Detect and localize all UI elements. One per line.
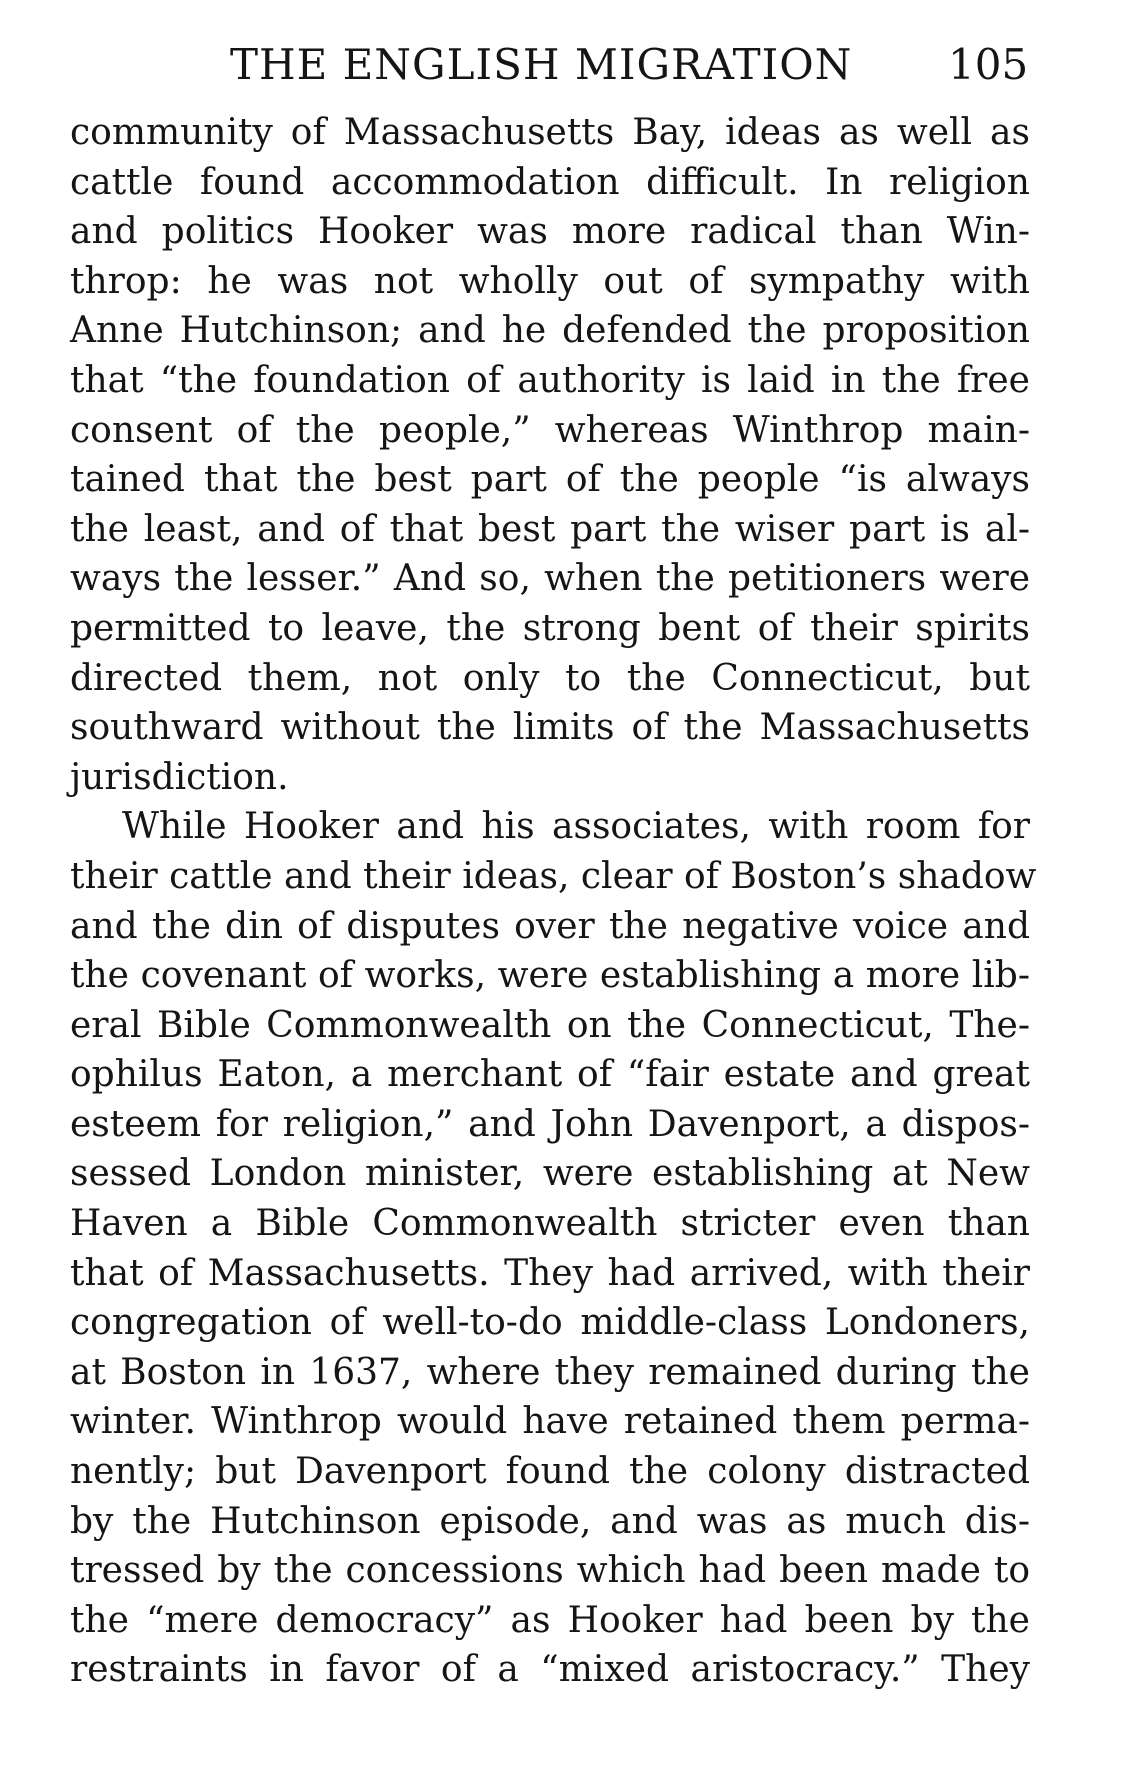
text-line: sessed London minister, were establishing at New — [70, 1153, 1030, 1195]
text-line: that of Massachusetts. They had arrived, with their — [70, 1252, 1030, 1294]
text-line: that “the foundation of authority is laid in the free — [70, 359, 1030, 401]
text-line: nently; but Davenport found the colony distracted — [70, 1451, 1030, 1493]
text-line: ways the lesser.” And so, when the petitioners were — [70, 558, 1030, 600]
text-line: ophilus Eaton, a merchant of “fair estate and great — [70, 1054, 1030, 1096]
text-line: congregation of well-to-do middle-class Londoners, — [70, 1302, 1030, 1344]
text-line: winter. Winthrop would have retained them perma- — [70, 1401, 1030, 1443]
text-line: permitted to leave, the strong bent of their spirits — [70, 607, 1030, 649]
text-line: at Boston in 1637, where they remained during the — [70, 1351, 1030, 1393]
text-line: eral Bible Commonwealth on the Connecticut, The- — [70, 1004, 1030, 1046]
text-line: community of Massachusetts Bay, ideas as well as — [70, 112, 1030, 153]
text-line: tressed by the concessions which had been made to — [70, 1550, 1030, 1592]
text-line: the least, and of that best part the wiser part is al- — [70, 508, 1030, 550]
text-line: the “mere democracy” as Hooker had been by the — [70, 1599, 1030, 1641]
text-line: consent of the people,” whereas Winthrop main- — [70, 409, 1030, 451]
text-line: by the Hutchinson episode, and was as much dis- — [70, 1500, 1030, 1542]
text-line: esteem for religion,” and John Davenport, a dispos- — [70, 1103, 1030, 1145]
text-line: throp: he was not wholly out of sympathy with — [70, 260, 1030, 302]
text-line: and politics Hooker was more radical than Win- — [70, 211, 1030, 253]
running-head — [0, 30, 1128, 100]
text-line: restraints in favor of a “mixed aristocracy.” They — [70, 1649, 1030, 1691]
page-number: 105 — [948, 40, 1029, 89]
text-line: Haven a Bible Commonwealth stricter even than — [70, 1203, 1030, 1245]
text-line: and the din of disputes over the negative voice and — [70, 905, 1030, 947]
paragraph-start-line: While Hooker and his associates, with room for — [122, 806, 1030, 848]
text-line: cattle found accommodation difficult. In religion — [70, 161, 1030, 203]
body-text — [70, 108, 1037, 1695]
text-line: directed them, not only to the Connecticut, but — [70, 657, 1030, 699]
text-line: Anne Hutchinson; and he defended the proposition — [70, 310, 1030, 352]
paragraph-end-line: jurisdiction. — [70, 756, 289, 798]
text-line: tained that the best part of the people “is always — [70, 459, 1030, 501]
text-line: their cattle and their ideas, clear of Boston’s shadow — [70, 855, 1037, 897]
text-line: southward without the limits of the Massachusetts — [70, 707, 1030, 749]
running-title: THE ENGLISH MIGRATION — [230, 40, 853, 89]
text-line: the covenant of works, were establishing a more lib- — [70, 955, 1030, 997]
